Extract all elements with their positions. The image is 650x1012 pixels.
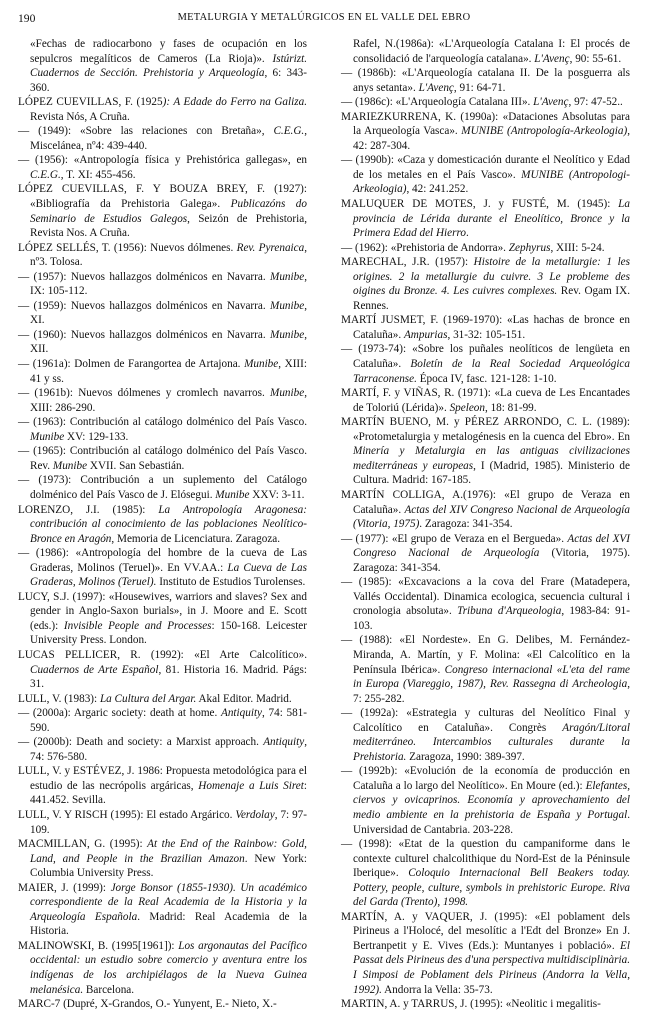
entry-text: , IX: 105-112.: [30, 270, 307, 298]
entry-text: , Seizón de Prehistoria, Revista Nos. A Cruña.: [30, 212, 307, 240]
entry-italic-text: La provincia de Lérida durante el Eneolítico, Bronce y la Primera Edad del Hierro: [353, 198, 630, 240]
entry-text: — (2000a): Argaric society: death at home.: [18, 707, 221, 720]
entry-text: MARECHAL, J.R. (1957):: [341, 256, 474, 269]
entry-italic-text: Elefantes, ciervos y ovicaprinos. Economía y aprovechamiento del medio ambiente en la prehistoria de España y Portugal: [353, 779, 630, 821]
entry-text: — (1963): Contribución al catálogo dolménico del País Vasco.: [18, 416, 307, 429]
entry-text: , T. XI: 455-456.: [60, 168, 136, 181]
entry-text: LÓPEZ CUEVILLAS, F. (1925: [18, 96, 163, 109]
entry-italic-text: Actas del XVI Congreso Nacional de Arqueología: [353, 532, 630, 560]
entry-text: MARTÍ, F. y VIÑAS, R. (1971): «La cueva de Les Encantades de Toloriú (Lérida)».: [341, 387, 630, 414]
entry-italic-text: Antiquity: [263, 736, 305, 749]
entry-text: — (1990b): «Caza y domesticación durante el Neolítico y Edad de los metales en el País Vasco».: [341, 154, 630, 181]
bibliography-entry: [18, 386, 307, 415]
entry-italic-text: Munibe: [270, 270, 305, 283]
entry-text: , 97: 47-52..: [568, 96, 623, 109]
entry-text: XXV: 3-11.: [249, 488, 305, 501]
bibliography-entry: [341, 110, 630, 154]
entry-text: Barcelona.: [83, 983, 135, 996]
entry-italic-text: Speleon: [449, 401, 485, 414]
entry-italic-text: C.E.G.: [30, 168, 61, 181]
entry-italic-text: MUNIBE (Antropologi-Arkeologia): [353, 168, 630, 196]
entry-text: Rafel, N.(1986a): «L'Arqueología Catalana I: El procés de consolidació de l'arqueología catalana».: [353, 38, 630, 65]
entry-italic-text: Zephyrus: [508, 241, 551, 254]
entry-italic-text: Boletín de la Real Sociedad Arqueológica Tarraconense.: [353, 358, 630, 385]
entry-text: MAIER, J. (1999):: [18, 881, 111, 894]
entry-italic-text: Antiquity: [221, 707, 263, 720]
bibliography-entry: [341, 706, 630, 764]
entry-text: , 6: 343-360.: [30, 67, 308, 94]
entry-italic-text: Coloquio Internacional Bell Beakers today. Pottery, people, culture, symbols in prehistoric Europe. Riva del Garda (Trento), 1998.: [353, 867, 630, 909]
entry-text: — (1992a): «Estrategia y culturas del Neolítico Final y Calcolítico en Cataluña». Congrès: [341, 707, 630, 734]
entry-italic-text: Actas del XIV Congreso Nacional de Arqueología (Vitoria, 1975): [353, 503, 631, 531]
entry-text: XV: 129-133.: [64, 430, 129, 443]
entry-italic-text: Istúrizt. Cuadernos de Sección. Prehistoria y Arqueología: [30, 52, 307, 80]
entry-italic-text: Homenaje a Luis Siret: [198, 779, 304, 792]
entry-italic-text: C.E.G.: [273, 125, 305, 138]
bibliography-entry: [341, 415, 630, 488]
entry-text: , 7: 97-109.: [30, 808, 307, 836]
bibliography-entry: [18, 503, 307, 547]
entry-text: . Universidad de Cantabria. 203-228.: [353, 808, 630, 836]
entry-text: LÓPEZ CUEVILLAS, F. Y BOUZA BREY, F. (1927): «Bibliografía da Prehistoria Galega».: [18, 183, 307, 211]
bibliography-entry: [18, 837, 307, 881]
entry-italic-text: Invisible People and Processes: [63, 619, 212, 632]
entry-text: — (1961a): Dolmen de Farangortea de Artajona.: [18, 358, 245, 371]
entry-text: — (1985): «Excavacions a la cova del Frare (Matadepera, Vallés Occidental). Dinamica ecologica, secuencia cultural i cronologia absoluta».: [341, 576, 630, 618]
bibliography-column-right: [341, 37, 630, 1012]
entry-italic-text: La Antropología Aragonesa: contribución al conocimiento de las poblaciones Neolítico-Bronce en Aragón: [30, 503, 307, 545]
bibliography-entry: [341, 633, 630, 706]
entry-italic-text: La Cueva de Las Graderas, Molinos (Teruel).: [30, 561, 308, 589]
entry-text: , XIII: 41 y ss.: [30, 358, 307, 385]
entry-italic-text: MUNIBE (Antropología-Arkeologia): [461, 125, 628, 138]
bibliography-entry: [18, 299, 307, 328]
bibliography-entry: [341, 910, 630, 997]
bibliography-entry: [341, 488, 630, 532]
bibliography-entry: [18, 328, 307, 357]
entry-italic-text: Jorge Bonsor (1855-1930). Un académico correspondiente de la Real Academia de la Historia y la Arqueología Española: [30, 881, 307, 923]
entry-text: — (1986b): «L'Arqueología catalana II. De la posguerra als anys setanta».: [341, 67, 630, 94]
bibliography-entry: [18, 939, 307, 997]
entry-italic-text: Verdolay: [235, 808, 275, 821]
entry-text: LUCY, S.J. (1997): «Housewives, warriors and slaves? Sex and gender in Anglo-Saxon burials», in J. Moore and E. Scott (eds.):: [18, 590, 307, 632]
bibliography-entry: [18, 241, 307, 270]
entry-italic-text: L'Avenç: [534, 52, 570, 65]
entry-text: Revista Nós, A Cruña.: [30, 110, 130, 123]
entry-italic-text: Los argonautas del Pacífico occidental: un estudio sobre comercio y aventura entre los indígenas de los archipiélagos de la Nueva Guinea melanésica.: [30, 939, 307, 996]
entry-text: — (1977): «El grupo de Veraza en el Bergueda».: [341, 532, 568, 545]
entry-text: , XII.: [30, 328, 307, 356]
entry-text: LULL, V. y ESTÉVEZ, J. 1986: Propuesta metodológica para el estudio de las necrópolis argáricas,: [18, 765, 307, 792]
entry-italic-text: Congreso internacional «L'eta del rame in Europa (Viareggio, 1987), Rev. Rassegna di Archeologia: [353, 663, 630, 691]
bibliography-entry: [18, 546, 307, 590]
entry-text: — (1959): Nuevos hallazgos dolménicos en Navarra.: [18, 299, 271, 312]
entry-text: — (1986): «Antropología del hombre de la cueva de Las Graderas, Molinos (Teruel)». En VV.AA.:: [18, 547, 307, 574]
entry-text: . Zaragoza: 341-354.: [419, 518, 513, 531]
entry-text: Akal Editor. Madrid.: [196, 692, 292, 705]
entry-italic-text: L'Avenç: [533, 96, 569, 109]
entry-text: , XIII: 5-24.: [550, 241, 605, 254]
bibliography-entry: [18, 270, 307, 299]
bibliography-entry: [341, 313, 630, 342]
entry-italic-text: Histoire de la metallurgie: 1 les origines. 2 la metallurgie du cuivre. 3 Le probleme des oigines du Bronze. 4. Les cuivres complexes.: [353, 256, 630, 298]
entry-italic-text: Munibe: [270, 328, 305, 341]
entry-text: , 81. Historia 16. Madrid. Págs: 31.: [30, 663, 307, 691]
entry-text: — (1998): «Etat de la question du campaniforme dans le contexte culturel chalcolithique du Nord-Est de la Péninsule Iberique».: [341, 838, 630, 880]
bibliography-entry: [18, 473, 307, 502]
entry-italic-text: ): A Edade do Ferro na Galiza.: [162, 96, 307, 109]
entry-text: LÓPEZ SELLÉS, T. (1956): Nuevos dólmenes.: [18, 241, 237, 254]
entry-text: , XIII: 286-290.: [30, 387, 307, 414]
entry-italic-text: Publicazóns do Seminario de Estudios Galegos: [30, 198, 307, 225]
entry-italic-text: Munibe: [244, 358, 279, 371]
entry-italic-text: L'Avenç: [418, 81, 454, 94]
entry-text: — (1988): «El Nordeste». En G. Delibes, M. Fernández-Miranda, A. Martín, y F. Molina: «El Calcolítico en la Península Ibérica».: [341, 634, 630, 676]
bibliography-entry: [18, 124, 307, 153]
entry-text: , 31-32: 105-151.: [447, 328, 526, 341]
bibliography-entry: [18, 153, 307, 182]
entry-text: — (1960): Nuevos hallazgos dolménicos en Navarra.: [18, 328, 271, 341]
bibliography-entry: [341, 386, 630, 415]
bibliography-entry: [341, 197, 630, 241]
entry-italic-text: Tribuna d'Arqueologia: [457, 605, 562, 618]
bibliography-entry: [18, 692, 307, 707]
entry-text: MACMILLAN, G. (1995):: [18, 838, 148, 851]
entry-text: MARTÍN BUENO, M. y PÉREZ ARRONDO, C. L. (1989): «Protometalurgia y metalogénesis en la cuenca del Ebro». En: [341, 416, 630, 443]
entry-text: — (1961b): Nuevos dólmenes y cromlech navarros.: [18, 387, 271, 400]
page-header: [18, 12, 630, 28]
entry-italic-text: La Cultura del Argar.: [99, 692, 197, 705]
entry-text: MALUQUER DE MOTES, J. y FUSTÉ, M. (1945):: [341, 198, 619, 211]
entry-text: LUCAS PELLICER, R. (1992): «El Arte Calcolítico».: [18, 648, 307, 661]
entry-text: , Memoria de Licenciatura. Zaragoza.: [111, 532, 281, 545]
entry-text: — (1986c): «L'Arqueología Catalana III».: [341, 96, 534, 109]
entry-text: LORENZO, J.I. (1985):: [18, 503, 159, 516]
bibliography-entry: [18, 37, 307, 95]
bibliography-column-left: [18, 37, 307, 1012]
entry-text: — (1992b): «Evolución de la economía de producción en Cataluña a lo largo del Neolítico». En Moure (ed.):: [341, 765, 630, 792]
bibliography-entry: [341, 66, 630, 95]
bibliography-entry: [18, 95, 307, 124]
entry-text: , 74: 576-580.: [30, 736, 307, 763]
entry-text: , I (Madrid, 1985). Ministerio de Cultura. Madrid: 167-185.: [353, 459, 630, 487]
entry-text: , 7: 255-282.: [353, 678, 630, 705]
bibliography-entry: [341, 241, 630, 256]
bibliography-entry: [18, 881, 307, 939]
entry-text: , nº3. Tolosa.: [30, 241, 308, 269]
entry-text: MARTÍN, A. y VAQUER, J. (1995): «El poblament dels Pirineus a l'Holocé, del mesolític a l'Edt del Bronze» En J. Bertranpetit y E. Vives (Eds.): Muntanyes i població».: [341, 910, 630, 952]
entry-text: . New York: Columbia University Press.: [30, 852, 307, 880]
entry-text: : 150-168. Leicester University Press. London.: [30, 619, 307, 647]
entry-text: , 42: 287-304.: [353, 125, 630, 152]
entry-text: — (1956): «Antropología física y Prehistórica gallegas», en: [18, 154, 307, 167]
entry-text: . Madrid: Real Academia de la Historia.: [30, 910, 308, 938]
bibliography-entry: [18, 590, 307, 648]
bibliography-entry: [341, 342, 630, 386]
entry-italic-text: Munibe: [52, 459, 88, 472]
entry-text: Zaragoza, 1990: 389-397.: [406, 750, 525, 763]
bibliography-entry: [341, 95, 630, 110]
bibliography-entry: [18, 997, 307, 1012]
bibliography-entry: [18, 415, 307, 444]
entry-text: , 91: 64-71.: [453, 81, 506, 94]
bibliography-entry: [18, 706, 307, 735]
entry-italic-text: Cuadernos de Arte Español: [30, 663, 159, 676]
bibliography-entry: [18, 444, 307, 473]
entry-text: — (1973): Contribución a un suplemento del Catálogo dolménico del País Vasco de J. Elósegui.: [18, 474, 307, 501]
bibliography-entry: [18, 357, 307, 386]
page-number: 190: [18, 12, 36, 25]
bibliography-entry: [341, 575, 630, 633]
entry-italic-text: Minería y Metalurgia en las antiguas civilizaciones mediterráneas y europeas: [353, 445, 630, 472]
bibliography-entry: [341, 764, 630, 837]
bibliography-entry: [341, 997, 630, 1012]
entry-italic-text: Munibe: [30, 430, 65, 443]
entry-text: : 441.452. Sevilla.: [30, 779, 307, 807]
entry-text: MARTÍN COLLIGA, A.(1976): «El grupo de Veraza en Cataluña».: [341, 488, 630, 516]
bibliography-entry: [341, 837, 630, 910]
entry-italic-text: Rev. Pyrenaica: [236, 241, 305, 254]
entry-text: — (2000b): Death and society: a Marxist approach.: [18, 736, 264, 749]
bibliography-entry: [18, 735, 307, 764]
entry-italic-text: Munibe: [270, 387, 305, 400]
entry-text: MARTÍ JUSMET, F. (1969-1970): «Las hachas de bronce en Cataluña».: [341, 314, 630, 341]
entry-italic-text: Munibe: [215, 488, 250, 501]
bibliography-entry: [341, 37, 630, 66]
entry-text: Instituto de Estudios Turolenses.: [156, 576, 306, 589]
entry-italic-text: Munibe: [270, 299, 305, 312]
entry-text: XVII. San Sebastián.: [87, 459, 185, 472]
entry-italic-text: Aragón/Litoral mediterráneo. Intercambios culturales durante la Prehistoria.: [353, 721, 630, 763]
entry-text: Rev. Ogam IX. Rennes.: [353, 285, 630, 312]
entry-text: , 74: 581-590.: [30, 707, 307, 734]
entry-text: Época IV, fasc. 121-128: 1-10.: [416, 372, 557, 385]
entry-text: «Fechas de radiocarbono y fases de ocupación en los sepulcros megalíticos de Cameros (La Rioja)».: [30, 38, 307, 65]
entry-text: (Vitoria, 1975). Zaragoza: 341-354.: [353, 547, 630, 574]
entry-text: , 1983-84: 91-103.: [353, 605, 631, 632]
entry-italic-text: Ampurias: [403, 328, 448, 341]
entry-text: , 18: 81-99.: [484, 401, 537, 414]
entry-text: , 42: 241.252.: [406, 183, 469, 196]
entry-text: LULL, V. (1983):: [18, 692, 100, 705]
entry-text: , XI.: [30, 299, 307, 327]
entry-text: Andorra la Vella: 35-73.: [381, 983, 493, 996]
entry-text: MARIEZKURRENA, K. (1990a): «Dataciones Absolutas para la Arqueología Vasca».: [341, 110, 630, 138]
entry-text: MARTIN, A. y TARRUS, J. (1995): «Neolitic i megalitis-: [341, 998, 601, 1011]
entry-text: MARC-7 (Dupré, X-Grandos, O.- Yunyent, E.- Nieto, X.-: [18, 998, 277, 1011]
bibliography-entry: [341, 255, 630, 313]
entry-text: MALINOWSKI, B. (1995[1961]):: [18, 939, 179, 952]
bibliography-entry: [341, 153, 630, 197]
bibliography-entry: [18, 808, 307, 837]
running-title: METALURGIA Y METALÚRGICOS EN EL VALLE DEL EBRO: [177, 12, 471, 23]
entry-text: LULL, V. Y RISCH (1995): El estado Argárico.: [18, 808, 236, 821]
bibliography-entry: [18, 648, 307, 692]
bibliography-entry: [18, 764, 307, 808]
entry-text: — (1957): Nuevos hallazgos dolménicos en Navarra.: [18, 270, 271, 283]
entry-text: .: [466, 227, 469, 240]
entry-italic-text: El Passat dels Pirineus des d'una perspectiva multidisciplinària. I Simposi de Poblament dels Pirineus (Andorra la Vella, 1992).: [353, 939, 630, 996]
entry-text: — (1962): «Prehistoria de Andorra».: [341, 241, 509, 254]
entry-text: — (1973-74): «Sobre los puñales neolíticos de lengüeta en Cataluña».: [341, 343, 630, 371]
entry-italic-text: At the End of the Rainbow: Gold, Land, and People in the Brazilian Amazon: [30, 838, 307, 865]
bibliography-entry: [341, 532, 630, 576]
entry-text: — (1965): Contribución al catálogo dolménico del País Vasco. Rev.: [18, 445, 307, 472]
entry-text: , 90: 55-61.: [569, 52, 622, 65]
entry-text: — (1949): «Sobre las relaciones con Bretaña»,: [18, 125, 274, 138]
entry-text: , Miscelánea, nº4: 439-440.: [30, 125, 307, 152]
bibliography-entry: [18, 182, 307, 240]
